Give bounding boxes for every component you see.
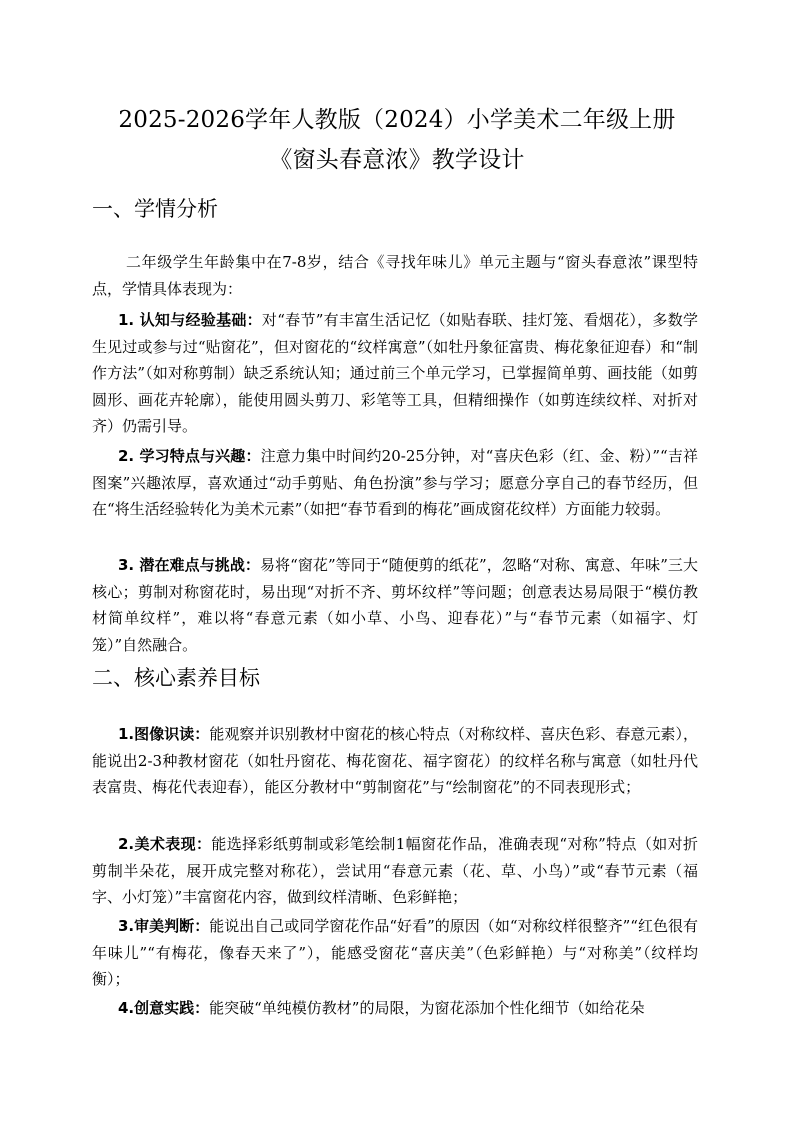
section-heading-situation-analysis: 一、学情分析 [92, 197, 218, 221]
item-label: 2.美术表现： [118, 835, 212, 853]
item-label: 4.创意实践： [118, 999, 210, 1017]
section1-item-learning-traits [92, 443, 698, 523]
section1-item-difficulties [92, 552, 698, 658]
item-text: 能说出自己或同学窗花作品“好看”的原因（如“对称纹样很整齐”“红色很有年味儿”“有梅花，像春天来了”），能感受窗花“喜庆美”（色彩鲜艳）与“对称美”（纹样均衡）； [92, 917, 698, 988]
item-label: 2. 学习特点与兴趣： [118, 447, 261, 465]
document-title-line-2: 《窗头春意浓》教学设计 [269, 147, 525, 173]
section2-item-art-expression [92, 831, 698, 911]
item-label: 3. 潜在难点与挑战： [118, 556, 260, 574]
item-text: 易将“窗花”等同于“随便剪的纸花”，忽略“对称、寓意、年味”三大核心；剪制对称窗花时，易出现“对折不齐、剪坏纹样”等问题；创意表达易局限于“模仿教材简单纹样”，难以将“春意元素（如小草、小鸟、迎春花）”与“春节元素（如福字、灯笼）”自然融合。 [92, 556, 699, 654]
section2-item-aesthetic-judgment [92, 913, 698, 993]
section2-item-image-reading [92, 721, 698, 801]
section-heading-core-goals: 二、核心素养目标 [92, 666, 260, 690]
document-title-line-1: 2025-2026学年人教版（2024）小学美术二年级上册 [118, 107, 676, 133]
item-text: 对“春节”有丰富生活记忆（如贴春联、挂灯笼、看烟花），多数学生见过或参与过“贴窗花”，但对窗花的“纹样寓意”（如牡丹象征富贵、梅花象征迎春）和“制作方法”（如对称剪制）缺乏系统认知；通过前三个单元学习，已掌握简单剪、画技能（如剪圆形、画花卉轮廓），能使用圆头剪刀、彩笔等工具，但精细操作（如剪连续纹样、对折对齐）仍需引导。 [92, 311, 699, 435]
item-text: 能选择彩纸剪制或彩笔绘制1幅窗花作品，准确表现“对称”特点（如对折剪制半朵花，展开成完整对称花），尝试用“春意元素（花、草、小鸟）”或“春节元素（福字、小灯笼）”丰富窗花内容，做到纹样清晰、色彩鲜艳； [92, 835, 698, 906]
section2-item-creative-practice [92, 995, 698, 1049]
item-label: 1. 认知与经验基础： [118, 311, 262, 329]
item-text: 注意力集中时间约20-25分钟，对“喜庆色彩（红、金、粉）”“吉祥图案”兴趣浓厚，喜欢通过“动手剪贴、角色扮演”参与学习；愿意分享自己的春节经历，但在“将生活经验转化为美术元素”（如把“春节看到的梅花”画成窗花纹样）方面能力较弱。 [92, 447, 698, 518]
section1-intro-paragraph: 二年级学生年龄集中在7-8岁，结合《寻找年味儿》单元主题与“窗头春意浓”课型特点，学情具体表现为： [92, 253, 698, 298]
item-label: 1.图像识读： [118, 725, 210, 743]
item-text: 能突破“单纯模仿教材”的局限，为窗花添加个性化细节（如给花朵 [209, 999, 645, 1017]
item-label: 3.审美判断： [118, 917, 210, 935]
section1-item-cognition [92, 307, 698, 440]
item-text: 能观察并识别教材中窗花的核心特点（对称纹样、喜庆色彩、春意元素），能说出2-3种教材窗花（如牡丹窗花、梅花窗花、福字窗花）的纹样名称与寓意（如牡丹代表富贵、梅花代表迎春），能区分教材中“剪制窗花”与“绘制窗花”的不同表现形式； [92, 725, 698, 796]
